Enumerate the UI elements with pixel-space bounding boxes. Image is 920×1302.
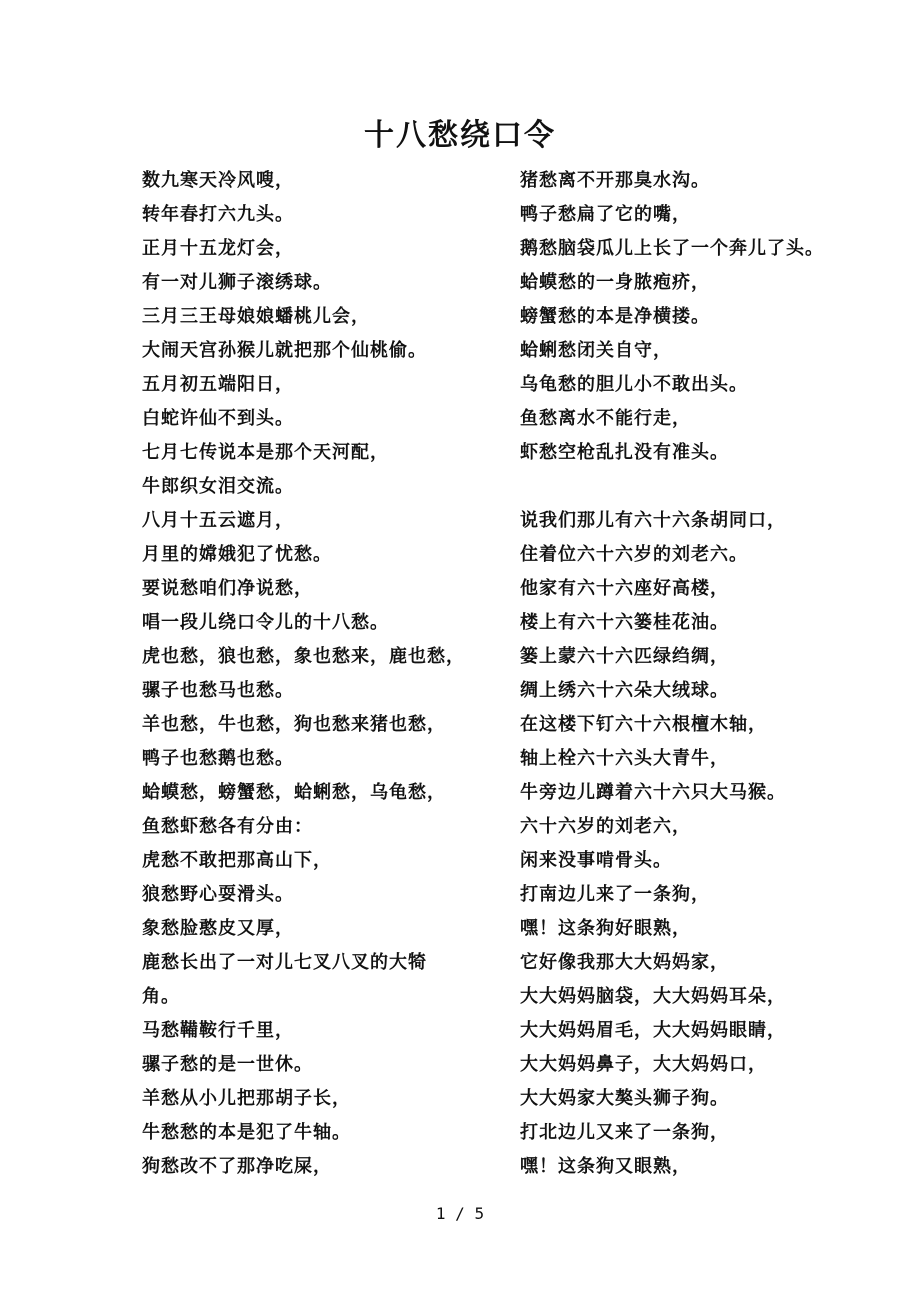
text-line: 虾愁空枪乱扎没有准头。: [520, 442, 729, 463]
text-line: 正月十五龙灯会，: [142, 238, 294, 259]
text-line: 七月七传说本是那个天河配，: [142, 442, 389, 463]
text-line: 三月三王母娘娘蟠桃儿会，: [142, 306, 370, 327]
text-line: 大闹天宫孙猴儿就把那个仙桃偷。: [142, 340, 427, 361]
text-line: 六十六岁的刘老六，: [520, 816, 691, 837]
text-line: 蛤蟆愁的一身脓疱疥，: [520, 272, 710, 293]
text-line: 蛤蟆愁，螃蟹愁，蛤蜊愁，乌龟愁，: [142, 782, 446, 803]
text-line: 白蛇许仙不到头。: [142, 408, 294, 429]
text-line: 螃蟹愁的本是净横搂。: [520, 306, 710, 327]
text-line: 猪愁离不开那臭水沟。: [520, 170, 710, 191]
text-line: 大大妈妈脑袋，大大妈妈耳朵，: [520, 986, 786, 1007]
text-line: 鱼愁虾愁各有分由：: [142, 816, 313, 837]
text-line: 五月初五端阳日，: [142, 374, 294, 395]
text-line: 嘿！这条狗又眼熟，: [520, 1156, 691, 1177]
text-line: 住着位六十六岁的刘老六。: [520, 544, 748, 565]
blank-line: [520, 470, 900, 504]
left-column: [142, 164, 502, 1184]
text-line: 在这楼下钉六十六根檀木轴，: [520, 714, 767, 735]
text-line: 它好像我那大大妈妈家，: [520, 952, 729, 973]
text-line: 牛郎织女泪交流。: [142, 476, 294, 497]
text-line: 羊愁从小儿把那胡子长，: [142, 1088, 351, 1109]
text-line: 八月十五云遮月，: [142, 510, 294, 531]
text-line: 嘿！这条狗好眼熟，: [520, 918, 691, 939]
text-line: 乌龟愁的胆儿小不敢出头。: [520, 374, 748, 395]
text-line: 大大妈家大獒头狮子狗。: [520, 1088, 729, 1109]
text-line: 牛愁愁的本是犯了牛轴。: [142, 1122, 351, 1143]
text-line: 轴上栓六十六头大青牛，: [520, 748, 729, 769]
text-line: 数九寒天冷风嗖，: [142, 170, 294, 191]
text-line: 蛤蜊愁闭关自守，: [520, 340, 672, 361]
text-line: 转年春打六九头。: [142, 204, 294, 225]
text-line: 月里的嫦娥犯了忧愁。: [142, 544, 332, 565]
text-line: 象愁脸憨皮又厚，: [142, 918, 294, 939]
text-line: 楼上有六十六篓桂花油。: [520, 612, 729, 633]
text-line: 马愁鞴鞍行千里，: [142, 1020, 294, 1041]
text-line: 鸭子也愁鹅也愁。: [142, 748, 294, 769]
right-column: [520, 164, 900, 1184]
text-line: 虎愁不敢把那高山下，: [142, 850, 332, 871]
text-line: 篓上蒙六十六匹绿绉绸，: [520, 646, 729, 667]
text-line: 打北边儿又来了一条狗，: [520, 1122, 729, 1143]
text-line: 虎也愁，狼也愁，象也愁来，鹿也愁，: [142, 646, 465, 667]
text-line: 绸上绣六十六朵大绒球。: [520, 680, 729, 701]
page-number: 1 / 5: [435, 1204, 485, 1223]
text-line: 打南边儿来了一条狗，: [520, 884, 710, 905]
text-line: 大大妈妈眉毛，大大妈妈眼睛，: [520, 1020, 786, 1041]
text-line: 鸭子愁扁了它的嘴，: [520, 204, 691, 225]
text-line: 唱一段儿绕口令儿的十八愁。: [142, 612, 389, 633]
text-line: 鹿愁长出了一对儿七叉八叉的大犄: [142, 952, 427, 973]
text-line: 闲来没事啃骨头。: [520, 850, 672, 871]
text-line: 要说愁咱们净说愁，: [142, 578, 313, 599]
text-line: 鹅愁脑袋瓜儿上长了一个奔儿了头。: [520, 238, 824, 259]
text-line: 牛旁边儿蹲着六十六只大马猴。: [520, 782, 786, 803]
text-line: 他家有六十六座好高楼，: [520, 578, 729, 599]
text-line: 骡子愁的是一世休。: [142, 1054, 313, 1075]
text-line: 羊也愁，牛也愁，狗也愁来猪也愁，: [142, 714, 446, 735]
text-line: 鱼愁离水不能行走，: [520, 408, 691, 429]
text-line: 大大妈妈鼻子，大大妈妈口，: [520, 1054, 767, 1075]
text-line: 狗愁改不了那净吃屎，: [142, 1156, 332, 1177]
text-line: 狼愁野心耍滑头。: [142, 884, 294, 905]
text-line: 有一对儿狮子滚绣球。: [142, 272, 332, 293]
page-title: 十八愁绕口令: [364, 118, 556, 153]
text-line: 说我们那儿有六十六条胡同口，: [520, 510, 786, 531]
text-line: 骡子也愁马也愁。: [142, 680, 294, 701]
text-line: 角。: [142, 986, 180, 1007]
